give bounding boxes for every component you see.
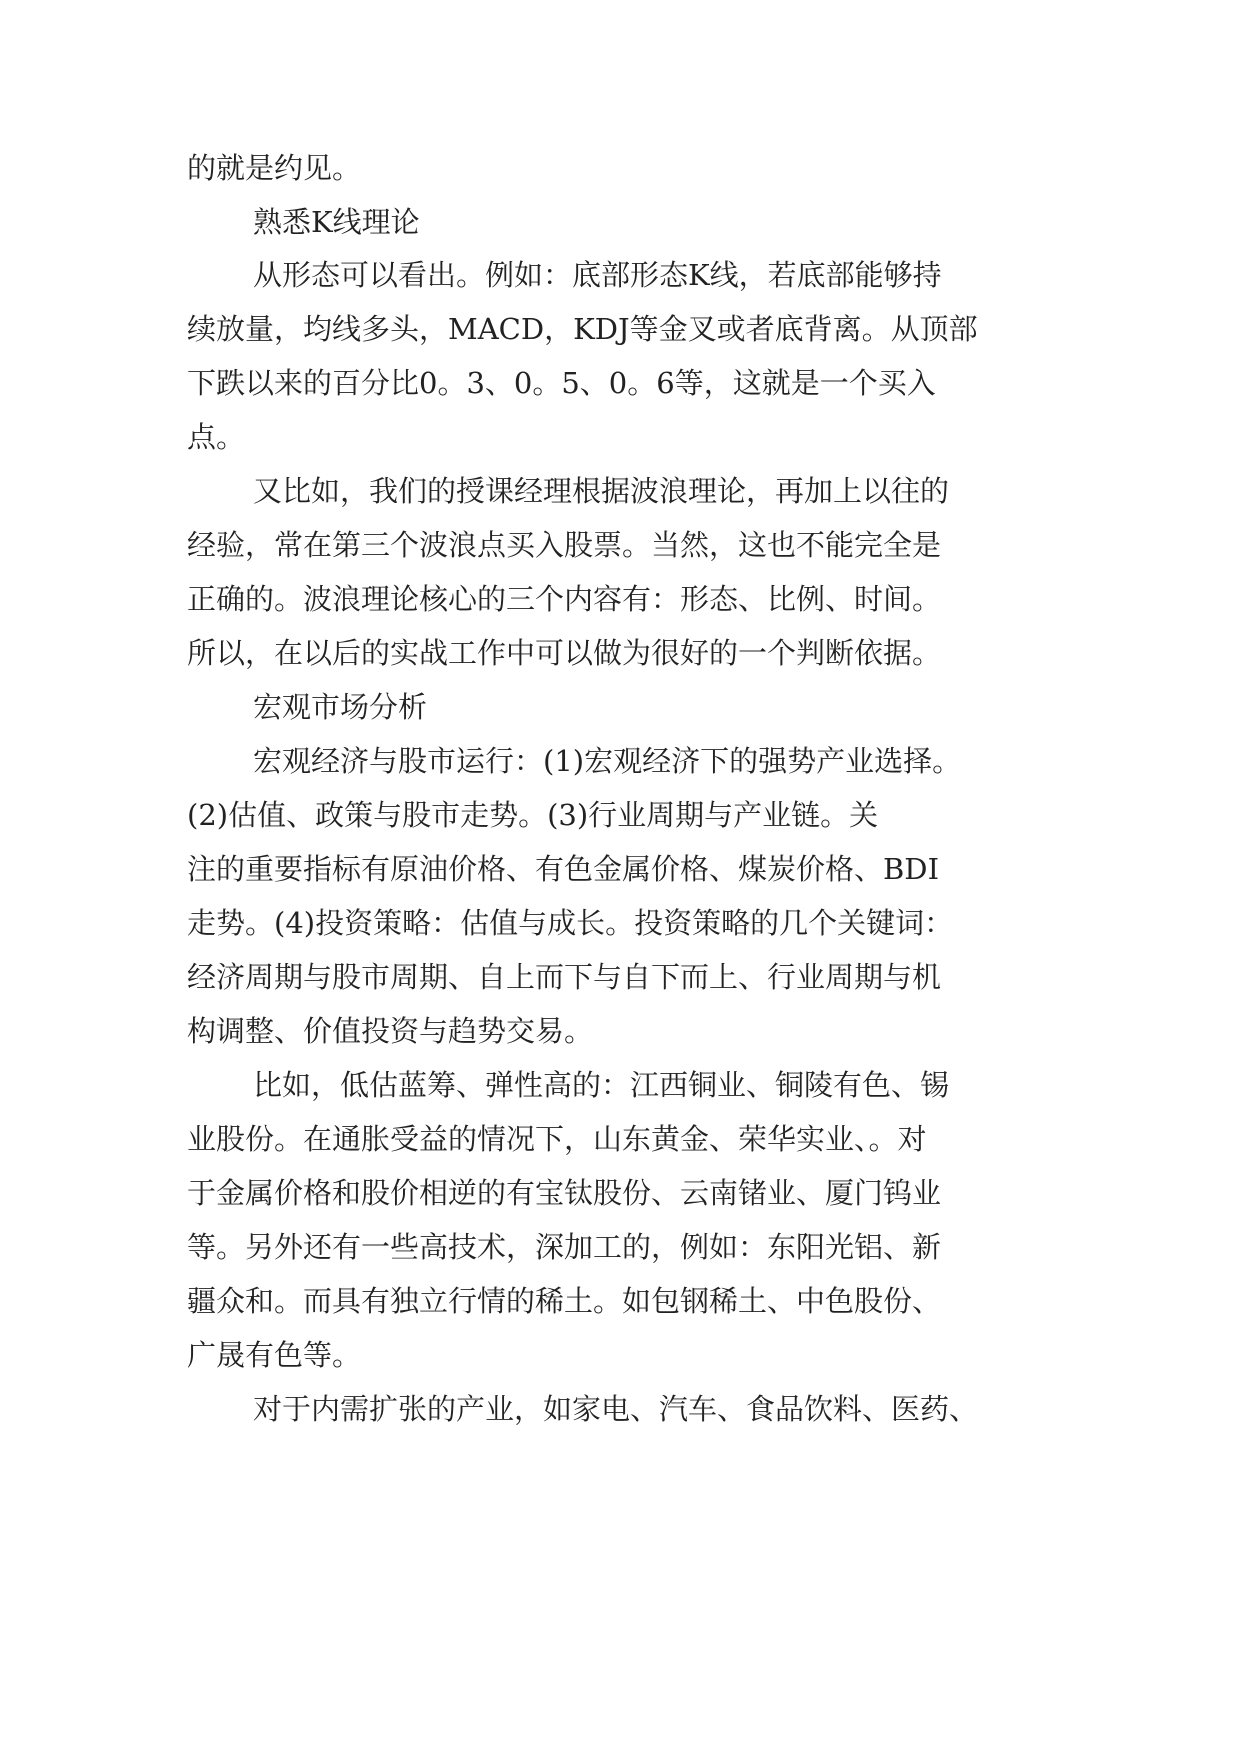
text-line: 从形态可以看出。例如：底部形态K线，若底部能够持 — [253, 258, 942, 292]
text-line: 广晟有色等。 — [187, 1338, 362, 1372]
text-line: 下跌以来的百分比0。3、0。5、0。6等，这就是一个买入 — [187, 366, 936, 400]
text-line: 宏观经济与股市运行：(1)宏观经济下的强势产业选择。 — [253, 744, 962, 778]
text-line: 走势。(4)投资策略：估值与成长。投资策略的几个关键词： — [187, 906, 954, 940]
text-line: 经济周期与股市周期、自上而下与自下而上、行业周期与机 — [187, 960, 942, 994]
section-heading: 宏观市场分析 — [253, 690, 428, 724]
text-line: 又比如，我们的授课经理根据波浪理论，再加上以往的 — [253, 474, 950, 508]
text-line: 正确的。波浪理论核心的三个内容有：形态、比例、时间。 — [187, 582, 942, 616]
text-line: (2)估值、政策与股市走势。(3)行业周期与产业链。关 — [187, 798, 879, 832]
text-line: 点。 — [187, 420, 246, 454]
text-line: 对于内需扩张的产业，如家电、汽车、食品饮料、医药、 — [253, 1392, 979, 1426]
section-heading: 熟悉K线理论 — [253, 205, 420, 239]
text-line: 于金属价格和股价相逆的有宝钛股份、云南锗业、厦门钨业 — [187, 1176, 942, 1210]
text-line: 经验，常在第三个波浪点买入股票。当然，这也不能完全是 — [187, 528, 942, 562]
text-line: 比如，低估蓝筹、弹性高的：江西铜业、铜陵有色、锡 — [253, 1068, 950, 1102]
text-line: 所以，在以后的实战工作中可以做为很好的一个判断依据。 — [187, 636, 942, 670]
text-line: 等。另外还有一些高技术，深加工的，例如：东阳光铝、新 — [187, 1230, 942, 1264]
text-line: 构调整、价值投资与趋势交易。 — [187, 1014, 594, 1048]
text-line: 续放量，均线多头，MACD，KDJ等金叉或者底背离。从顶部 — [187, 312, 978, 346]
text-line: 业股份。在通胀受益的情况下，山东黄金、荣华实业、。对 — [187, 1122, 927, 1156]
text-line: 注的重要指标有原油价格、有色金属价格、煤炭价格、BDI — [187, 852, 940, 886]
text-line: 的就是约见。 — [187, 151, 362, 185]
text-line: 疆众和。而具有独立行情的稀土。如包钢稀土、中色股份、 — [187, 1284, 942, 1318]
